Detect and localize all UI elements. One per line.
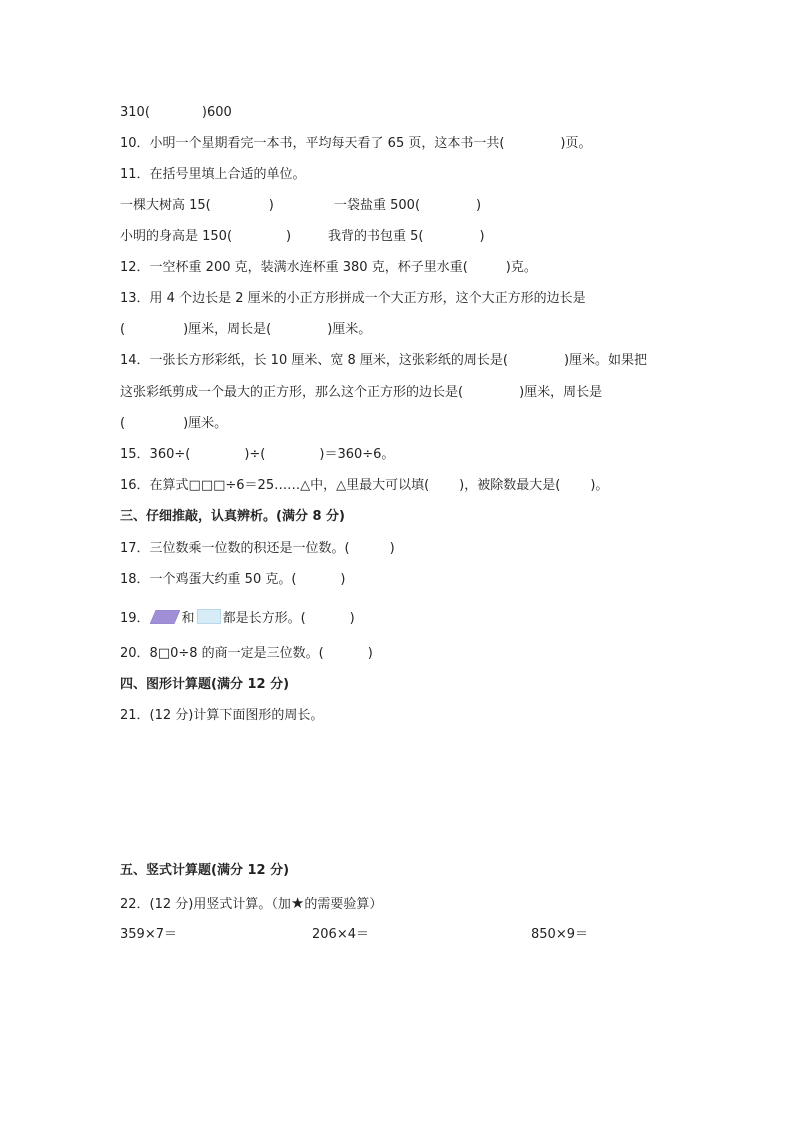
parallelogram-shape-icon	[150, 610, 180, 624]
question-11-row2: 小明的身高是 150( )	[120, 229, 292, 244]
question-10: 10．小明一个星期看完一本书，平均每天看了 65 页，这本书一共( )页。	[120, 136, 592, 151]
question-11-row1: 一棵大树高 15( )	[120, 198, 274, 213]
question-12: 12．一空杯重 200 克，装满水连杯重 380 克，杯子里水重( )克。	[120, 260, 537, 275]
question-13-line1: 13．用 4 个边长是 2 厘米的小正方形拼成一个大正方形，这个大正方形的边长是	[120, 291, 586, 306]
question-17: 17．三位数乘一位数的积还是一位数。( )	[120, 541, 395, 556]
q9-tail: 310( )600	[120, 105, 232, 120]
question-19: 19． 和 都是长方形。( )	[120, 611, 355, 626]
question-14-line1: 14．一张长方形彩纸，长 10 厘米、宽 8 厘米，这张彩纸的周长是( )厘米。如果把	[120, 353, 648, 368]
calc-item-2: 206×4＝	[312, 927, 369, 942]
calc-item-1: 359×7＝	[120, 927, 177, 942]
question-11-row1b: 一袋盐重 500( )	[334, 198, 482, 213]
star-icon: ★	[290, 894, 305, 912]
question-15: 15．360÷( )÷( )＝360÷6。	[120, 447, 395, 462]
question-11-row2b: 我背的书包重 5( )	[328, 229, 485, 244]
question-13-line2: ( )厘米，周长是( )厘米。	[120, 322, 372, 337]
calc-item-3: 850×9＝	[531, 927, 588, 942]
question-22: 22．(12 分)用竖式计算。（加★的需要验算）	[120, 894, 383, 912]
question-20: 20．8□0÷8 的商一定是三位数。( )	[120, 646, 373, 661]
question-18: 18．一个鸡蛋大约重 50 克。( )	[120, 572, 346, 587]
section-3-title: 三、仔细推敲，认真辨析。(满分 8 分)	[120, 509, 345, 524]
section-5-title: 五、竖式计算题(满分 12 分)	[120, 863, 290, 878]
section-4-title: 四、图形计算题(满分 12 分)	[120, 677, 290, 692]
rectangle-shape-icon	[197, 609, 221, 624]
question-16: 16．在算式□□□÷6＝25……△中，△里最大可以填( )，被除数最大是( )。	[120, 478, 609, 493]
question-21: 21．(12 分)计算下面图形的周长。	[120, 708, 324, 723]
question-14-line3: ( )厘米。	[120, 416, 228, 431]
question-11: 11．在括号里填上合适的单位。	[120, 167, 306, 182]
question-14-line2: 这张彩纸剪成一个最大的正方形，那么这个正方形的边长是( )厘米，周长是	[120, 385, 603, 400]
